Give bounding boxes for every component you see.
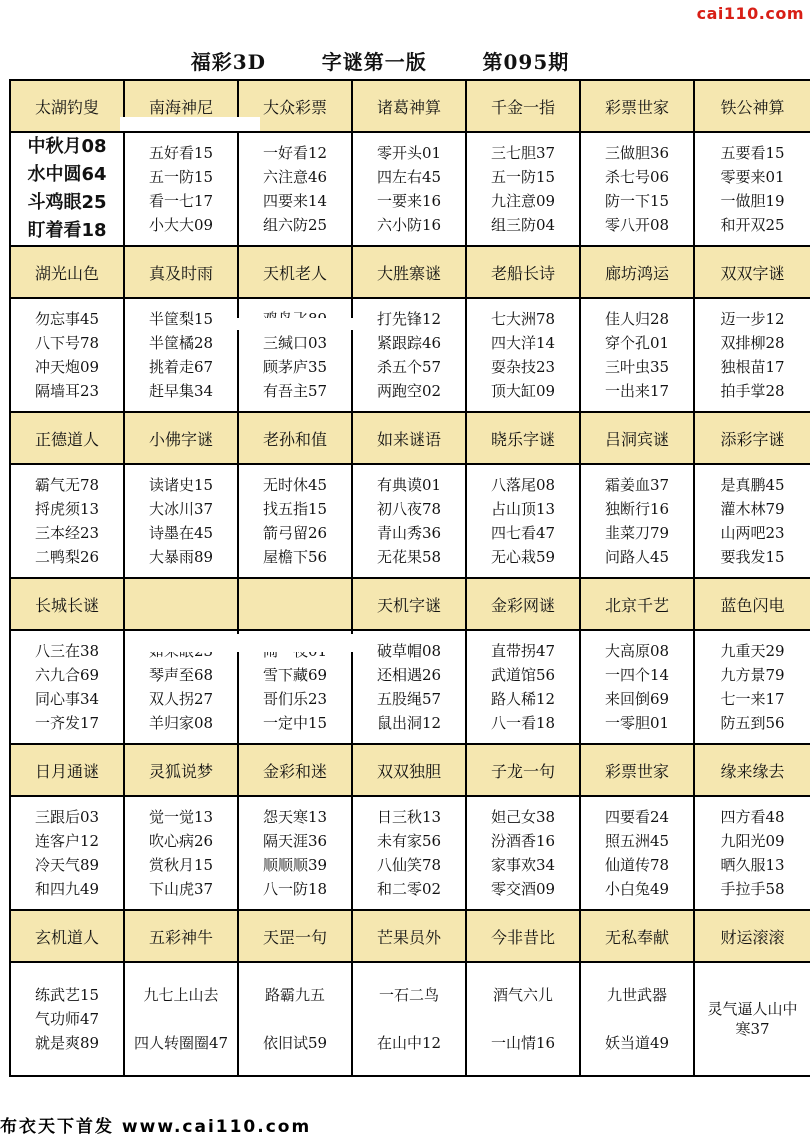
riddle-line: 霜姜血37 [604,476,670,494]
column-header: 双双独胆 [352,744,466,796]
column-header: 晓乐字谜 [466,412,580,464]
column-header: 玄机道人 [10,910,124,962]
riddle-line: 破草帽08 [376,642,442,660]
riddle-cell [124,132,238,246]
riddle-line [179,1009,184,1029]
riddle-line: 琴声至68 [148,666,214,684]
riddle-line: 穿个孔01 [604,334,670,352]
riddle-line: 无花果58 [376,548,442,566]
riddle-cell [580,464,694,578]
header-row [10,412,810,464]
column-header: 吕洞宾谜 [580,412,694,464]
riddle-line: 在山中12 [376,1034,442,1052]
riddle-line: 有典谟01 [376,476,442,494]
riddle-line: 隔墙耳23 [34,382,100,400]
header-row [10,246,810,298]
riddle-line: 青山秀36 [376,524,442,542]
riddle-line: 一齐发17 [34,714,100,732]
riddle-line: 日三秋13 [376,808,442,826]
riddle-line: 四方看48 [720,808,785,826]
column-header: 南海神尼 [124,80,238,132]
column-header: 蓝色闪电 [694,578,810,630]
riddle-line: 三本经23 [34,524,100,542]
riddle-line: 捋虎须13 [34,500,100,518]
riddle-line: 三做胆36 [604,144,670,162]
riddle-line: 大冰川37 [148,500,214,518]
riddle-line: 大暴雨89 [148,548,214,566]
riddle-line: 问路人45 [604,548,670,566]
riddle-line: 同心事34 [34,690,100,708]
riddle-line: 妖当道49 [604,1034,670,1052]
riddle-line: 霸气无78 [34,476,100,494]
riddle-line: 家事欢34 [490,856,556,874]
riddle-line: 三叶虫35 [604,358,670,376]
riddle-line: 一石二鸟 [378,986,439,1004]
riddle-line: 组六防25 [262,216,328,234]
riddle-line: 箭弓留26 [262,524,328,542]
riddle-cell [10,962,124,1076]
column-header: 真及时雨 [124,246,238,298]
riddle-line: 一零胆01 [604,714,670,732]
riddle-line: 零开头01 [376,144,442,162]
riddle-line: 八落尾08 [490,476,556,494]
riddle-line: 六九合69 [34,666,100,684]
riddle-line: 一好看12 [262,144,328,162]
riddle-line: 零交酒09 [490,880,556,898]
page-title: 福彩3D 字谜第一版 第095期 [190,50,570,74]
riddle-line: 顺顺顺39 [262,856,328,874]
riddle-cell [466,298,580,412]
riddle-line: 怨天寒13 [262,808,328,826]
riddle-line: 九重天29 [720,642,785,660]
riddle-line: 斗鸡眼25 [27,192,107,213]
riddle-cell [466,962,580,1076]
riddle-line: 武道馆56 [490,666,556,684]
riddle-cell [694,630,810,744]
riddle-line: 四大洋14 [490,334,556,352]
riddle-line: 二鸭梨26 [34,548,100,566]
riddle-cell [124,796,238,910]
riddle-line: 未有家56 [376,832,442,850]
riddle-line: 初八夜78 [376,500,442,518]
riddle-line: 七一来17 [720,690,785,708]
header-row [10,910,810,962]
column-header: 无私奉献 [580,910,694,962]
riddle-cell [238,796,352,910]
riddle-line: 杀七号06 [604,168,670,186]
column-header: 今非昔比 [466,910,580,962]
riddle-line: 山两吧23 [720,524,785,542]
riddle-line: 组三防04 [490,216,556,234]
riddle-line: 七大洲78 [490,310,556,328]
column-header: 如来谜语 [352,412,466,464]
riddle-cell [466,132,580,246]
riddle-cell [238,962,352,1076]
riddle-line: 隔天涯36 [262,832,328,850]
riddle-line: 三缄口03 [262,334,328,352]
site-logo: cai110.com [696,4,804,23]
column-header: 金彩和迷 [238,744,352,796]
riddle-line: 半筐橘28 [148,334,214,352]
riddle-line: 连客户12 [34,832,100,850]
riddle-cell [694,298,810,412]
riddle-line: 一山情16 [490,1034,556,1052]
column-header: 天罡一句 [238,910,352,962]
riddle-line: 一做胆19 [720,192,785,210]
footer-watermark: 布衣天下首发 www.cai110.com [0,1117,312,1137]
riddle-line: 顾茅庐35 [262,358,328,376]
riddle-cell [580,132,694,246]
riddle-line [293,1009,298,1029]
header-row [10,744,810,796]
riddle-line: 独根苗17 [720,358,785,376]
column-header: 老孙和值 [238,412,352,464]
column-header [124,578,238,630]
riddle-cell [10,464,124,578]
riddle-line: 吹心病26 [148,832,214,850]
riddle-row [10,796,810,910]
riddle-cell [10,796,124,910]
riddle-line: 八三在38 [34,642,100,660]
riddle-line: 四人转圈圈47 [133,1034,229,1052]
column-header: 天机字谜 [352,578,466,630]
riddle-line: 冷天气89 [34,856,100,874]
riddle-cell [466,464,580,578]
riddle-line: 直带拐47 [490,642,556,660]
riddle-row [10,298,810,412]
riddle-line: 一四个14 [604,666,670,684]
riddle-line: 冲天炮09 [34,358,100,376]
riddle-cell [352,132,466,246]
watermark-mask [120,117,260,131]
riddle-line: 仙道传78 [604,856,670,874]
riddle-line: 五要看15 [720,144,785,162]
riddle-line: 六注意46 [262,168,328,186]
header-row [10,578,810,630]
column-header: 廊坊鸿运 [580,246,694,298]
column-header: 芒果员外 [352,910,466,962]
riddle-line: 四要来14 [262,192,328,210]
riddle-line: 一定中15 [262,714,328,732]
riddle-line: 双排柳28 [720,334,785,352]
riddle-line: 下山虎37 [148,880,214,898]
riddle-cell [352,796,466,910]
riddle-line: 和开双25 [720,216,785,234]
watermark-mask [125,634,355,652]
riddle-line: 赏秋月15 [148,856,214,874]
riddle-line: 九阳光09 [720,832,785,850]
riddle-line: 独断行16 [604,500,670,518]
riddle-line: 三跟后03 [34,808,100,826]
riddle-line: 九七上山去 [143,986,219,1004]
column-header: 五彩神牛 [124,910,238,962]
riddle-row [10,962,810,1076]
riddle-line: 屋檐下56 [262,548,328,566]
riddle-line: 小大大09 [148,216,214,234]
riddle-line: 晒久服13 [720,856,785,874]
riddle-cell [124,298,238,412]
column-header: 北京千艺 [580,578,694,630]
riddle-line: 灌木林79 [720,500,785,518]
riddle-line: 读诸史15 [148,476,214,494]
column-header: 双双字谜 [694,246,810,298]
riddle-line: 灵气逼人山中寒37 [707,1000,798,1038]
riddle-line: 韭菜刀79 [604,524,670,542]
column-header: 正德道人 [10,412,124,464]
riddle-cell [10,298,124,412]
riddle-line [407,1009,412,1029]
riddle-line: 羊归家08 [148,714,214,732]
riddle-line: 水中圆64 [27,164,107,185]
riddle-cell [238,132,352,246]
riddle-line: 杀五个57 [376,358,442,376]
riddle-line: 气功师47 [34,1010,100,1028]
riddle-line: 和二零02 [376,880,442,898]
column-header: 日月通谜 [10,744,124,796]
riddle-cell [580,962,694,1076]
riddle-line: 勿忘事45 [34,310,100,328]
riddle-cell [466,630,580,744]
riddle-line [521,1009,526,1029]
riddle-cell [580,630,694,744]
riddle-cell [580,796,694,910]
riddle-line: 五一防15 [490,168,556,186]
riddle-line: 四七看47 [490,524,556,542]
riddle-line: 盯着看18 [27,220,107,241]
riddle-cell [10,630,124,744]
riddle-cell [580,298,694,412]
column-header: 添彩字谜 [694,412,810,464]
column-header [238,578,352,630]
riddle-line: 占山顶13 [490,500,556,518]
riddle-line [635,1009,640,1029]
riddle-line: 有吾主57 [262,382,328,400]
riddle-line: 零要来01 [720,168,785,186]
column-header: 大胜寨谜 [352,246,466,298]
riddle-cell [124,464,238,578]
riddle-line: 拍手掌28 [720,382,785,400]
riddle-line: 八一看18 [490,714,556,732]
riddle-line: 两跑空02 [376,382,442,400]
column-header: 长城长谜 [10,578,124,630]
riddle-cell [352,464,466,578]
riddle-line: 四左右45 [376,168,442,186]
riddle-line: 路霸九五 [264,986,325,1004]
column-header: 铁公神算 [694,80,810,132]
riddle-line: 哥们乐23 [262,690,328,708]
riddle-line: 打先锋12 [376,310,442,328]
riddle-line: 一出来17 [604,382,670,400]
riddle-line: 五好看15 [148,144,214,162]
riddle-line: 觉一觉13 [148,808,214,826]
riddle-line: 九注意09 [490,192,556,210]
riddle-cell [352,630,466,744]
column-header: 子龙一句 [466,744,580,796]
riddle-line: 防一下15 [604,192,670,210]
riddle-row [10,464,810,578]
column-header: 千金一指 [466,80,580,132]
riddle-line: 八下号78 [34,334,100,352]
riddle-line: 无心栽59 [490,548,556,566]
column-header: 大众彩票 [238,80,352,132]
riddle-line: 八仙笑78 [376,856,442,874]
riddle-line: 酒气六儿 [492,986,553,1004]
riddle-line: 要我发15 [720,548,785,566]
riddle-line: 鼠出洞12 [376,714,442,732]
column-header: 老船长诗 [466,246,580,298]
riddle-line: 汾酒香16 [490,832,556,850]
riddle-line: 诗墨在45 [148,524,214,542]
riddle-cell [694,132,810,246]
riddle-line: 五股绳57 [376,690,442,708]
riddle-line: 三七胆37 [490,144,556,162]
riddle-line: 九方景79 [720,666,785,684]
riddle-line: 顶大缸09 [490,382,556,400]
riddle-line: 中秋月08 [27,136,107,157]
riddle-line: 手拉手58 [720,880,785,898]
riddle-table [9,79,810,1077]
riddle-line: 防五到56 [720,714,785,732]
riddle-line: 小白兔49 [604,880,670,898]
riddle-line: 赶早集34 [148,382,214,400]
column-header: 金彩网谜 [466,578,580,630]
column-header: 湖光山色 [10,246,124,298]
column-header: 缘来缘去 [694,744,810,796]
riddle-line: 来回倒69 [604,690,670,708]
column-header: 诸葛神算 [352,80,466,132]
riddle-line: 八一防18 [262,880,328,898]
riddle-line: 路人稀12 [490,690,556,708]
riddle-line: 双人拐27 [148,690,214,708]
column-header: 小佛字谜 [124,412,238,464]
riddle-line: 佳人归28 [604,310,670,328]
riddle-cell [352,962,466,1076]
column-header: 财运滚滚 [694,910,810,962]
riddle-row [10,132,810,246]
riddle-line: 就是爽89 [34,1034,100,1052]
column-header: 彩票世家 [580,744,694,796]
riddle-line: 雪下藏69 [262,666,328,684]
riddle-line: 六小防16 [376,216,442,234]
riddle-cell [694,962,810,1076]
riddle-line: 一要来16 [376,192,442,210]
riddle-cell [238,298,352,412]
riddle-line: 练武艺15 [34,986,100,1004]
watermark-mask [215,318,365,330]
riddle-cell [694,796,810,910]
riddle-line: 和四九49 [34,880,100,898]
riddle-line: 依旧试59 [262,1034,328,1052]
riddle-line: 还相遇26 [376,666,442,684]
riddle-cell [466,796,580,910]
riddle-line: 半筐梨15 [148,310,214,328]
riddle-line: 大高原08 [604,642,670,660]
riddle-cell [352,298,466,412]
riddle-line: 九世武器 [606,986,667,1004]
column-header: 天机老人 [238,246,352,298]
riddle-line: 看一七17 [148,192,214,210]
riddle-line: 迈一步12 [720,310,785,328]
riddle-cell [124,962,238,1076]
column-header: 彩票世家 [580,80,694,132]
riddle-line: 挑着走67 [148,358,214,376]
riddle-line: 耍杂技23 [490,358,556,376]
riddle-cell [10,132,124,246]
column-header: 太湖钓叟 [10,80,124,132]
riddle-line: 妲己女38 [490,808,556,826]
riddle-line: 五一防15 [148,168,214,186]
column-header: 灵狐说梦 [124,744,238,796]
riddle-line: 是真鹏45 [720,476,785,494]
riddle-line: 四要看24 [604,808,670,826]
riddle-cell [694,464,810,578]
riddle-cell [238,464,352,578]
riddle-line: 照五洲45 [604,832,670,850]
riddle-line: 紧跟踪46 [376,334,442,352]
riddle-line: 找五指15 [262,500,328,518]
riddle-line: 零八开08 [604,216,670,234]
riddle-line: 无时休45 [262,476,328,494]
